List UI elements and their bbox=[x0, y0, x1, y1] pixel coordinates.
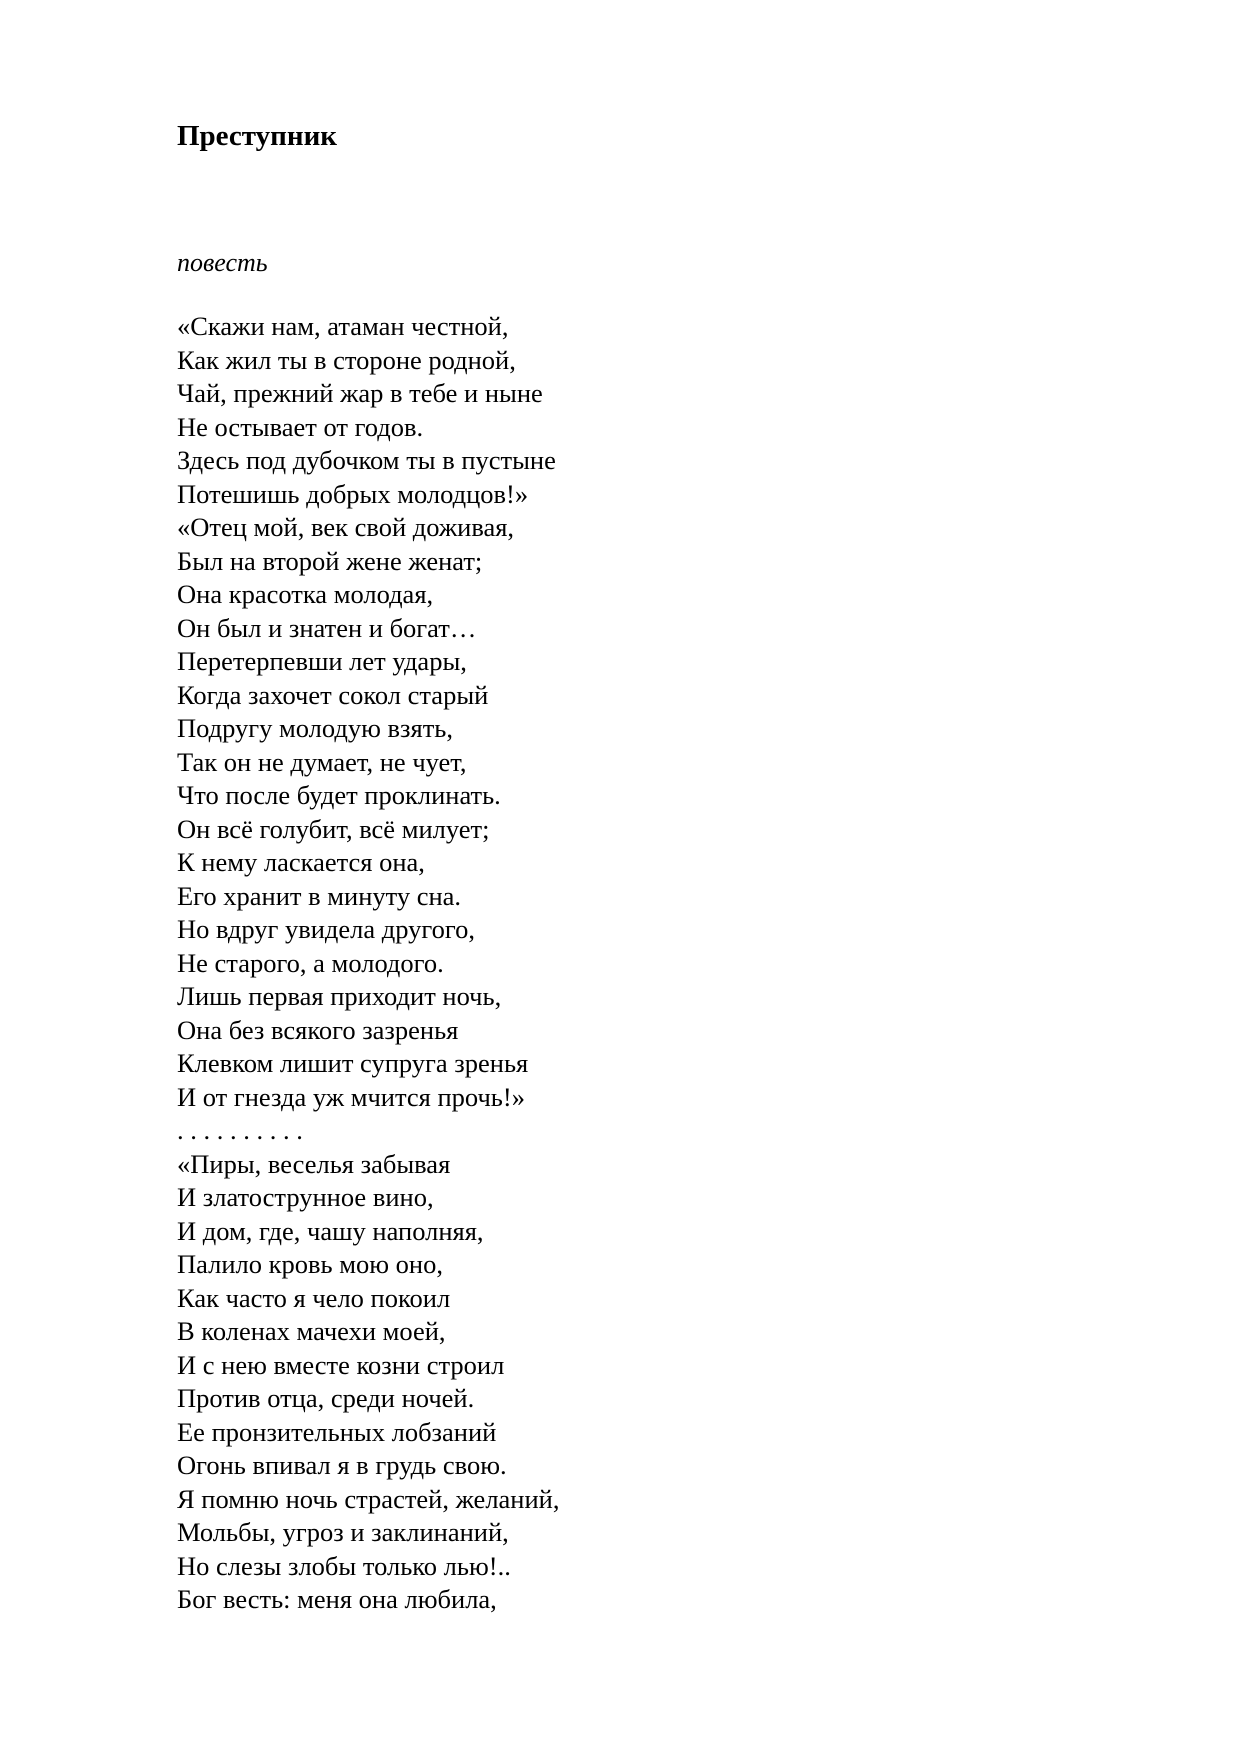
poem-line: «Пиры, веселья забывая bbox=[177, 1148, 451, 1179]
poem-line: Лишь первая приходит ночь, bbox=[177, 981, 502, 1011]
poem-line: Когда захочет сокол старый bbox=[177, 679, 489, 710]
poem-line: «Скажи нам, атаман честной, bbox=[177, 311, 509, 341]
poem-line: Здесь под дубочком ты в пустыне bbox=[177, 445, 556, 475]
poem-line: Он всё голубит, всё милует; bbox=[177, 813, 490, 844]
poem-line: Не остывает от годов. bbox=[177, 411, 424, 442]
poem-line: Чай, прежний жар в тебе и ныне bbox=[177, 378, 543, 408]
poem-line: «Отец мой, век свой доживая, bbox=[177, 512, 515, 542]
poem-line: Бог весть: меня она любила, bbox=[177, 1584, 497, 1614]
poem-line: Не старого, а молодого. bbox=[177, 947, 444, 978]
poem-line: Палило кровь мою оно, bbox=[177, 1249, 443, 1279]
poem-line: Перетерпевши лет удары, bbox=[177, 646, 467, 676]
poem-line: И дом, где, чашу наполняя, bbox=[177, 1215, 484, 1246]
poem-line: Потешишь добрых молодцов!» bbox=[177, 478, 529, 509]
poem-line: Как часто я чело покоил bbox=[177, 1282, 451, 1313]
document-subtitle: повесть bbox=[177, 248, 268, 277]
poem-line: . . . . . . . . . . bbox=[177, 1115, 303, 1145]
poem-line: И с нею вместе козни строил bbox=[177, 1349, 505, 1380]
poem-line: Его хранит в минуту сна. bbox=[177, 880, 462, 911]
poem-line: Клевком лишит супруга зренья bbox=[177, 1048, 529, 1078]
poem-line: Огонь впивал я в грудь свою. bbox=[177, 1450, 507, 1480]
poem-line: Но вдруг увидела другого, bbox=[177, 914, 475, 944]
poem-line: И от гнезда уж мчится прочь!» bbox=[177, 1081, 525, 1112]
document-title: Преступник bbox=[177, 120, 337, 152]
poem-line: И златострунное вино, bbox=[177, 1182, 434, 1212]
poem-line: Но слезы злобы только лью!.. bbox=[177, 1550, 511, 1581]
poem-line: Она без всякого зазренья bbox=[177, 1014, 459, 1045]
poem-line: Что после будет проклинать. bbox=[177, 780, 501, 810]
poem-line: Он был и знатен и богат… bbox=[177, 612, 477, 643]
poem-line: В коленах мачехи моей, bbox=[177, 1316, 446, 1346]
poem-line: Был на второй жене женат; bbox=[177, 545, 483, 576]
poem-line: Мольбы, угроз и заклинаний, bbox=[177, 1517, 509, 1547]
poem-line: Против отца, среди ночей. bbox=[177, 1383, 475, 1413]
poem-text bbox=[177, 310, 559, 1617]
poem-line: Она красотка молодая, bbox=[177, 579, 434, 609]
poem-line: Я помню ночь страстей, желаний, bbox=[177, 1483, 560, 1514]
poem-line: Так он не думает, не чует, bbox=[177, 746, 467, 777]
poem-line: К нему ласкается она, bbox=[177, 847, 425, 877]
poem-line: Ее пронзительных лобзаний bbox=[177, 1416, 497, 1447]
poem-line: Как жил ты в стороне родной, bbox=[177, 344, 516, 375]
poem-line: Подругу молодую взять, bbox=[177, 713, 453, 743]
